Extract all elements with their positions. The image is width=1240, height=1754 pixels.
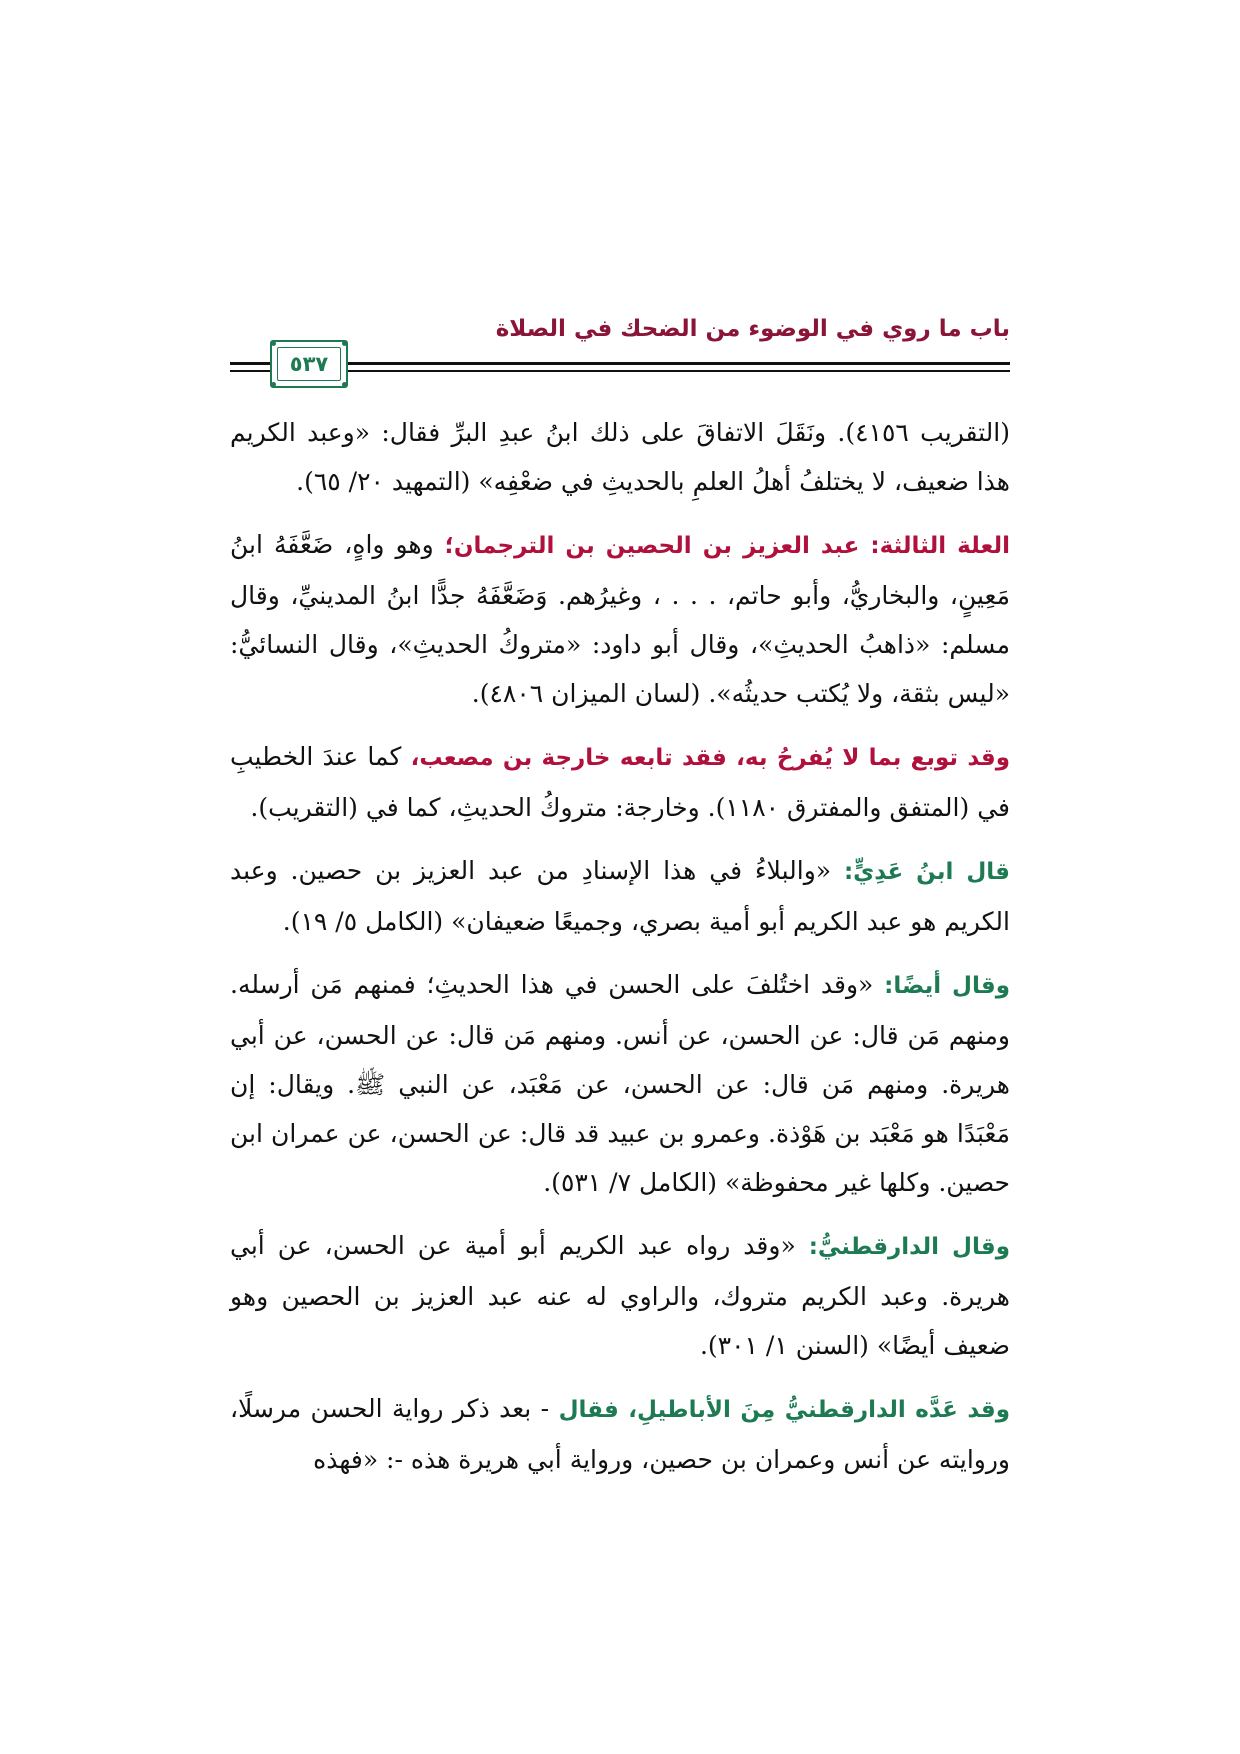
chapter-title: باب ما روي في الوضوء من الضحك في الصلاة xyxy=(495,316,1010,342)
paragraph-heading: العلة الثالثة: عبد العزيز بن الحصين بن الترجمان؛ xyxy=(444,533,1011,559)
paragraph-text: «وقد رواه عبد الكريم أبو أمية عن الحسن، عن أبي هريرة. وعبد الكريم متروك، والراوي له عنه عبد العزيز بن الحصين وهو ضعيف أيضًا» (السنن ١/ ٣٠١). xyxy=(230,1231,1010,1360)
frame-ornament-icon xyxy=(271,341,276,346)
paragraph-heading: قال ابنُ عَدِيٍّ: xyxy=(843,859,1010,885)
paragraph-text: (التقريب ٤١٥٦). ونَقَلَ الاتفاقَ على ذلك ابنُ عبدِ البرِّ فقال: «وعبد الكريم هذا ضعيف، لا يختلفُ أهلُ العلمِ بالحديثِ في ضعْفِه» (التمهيد ٢٠/ ٦٥). xyxy=(230,418,1010,496)
paragraph-heading: وقال أيضًا: xyxy=(884,973,1010,999)
paragraph-heading: وقال الدارقطنيُّ: xyxy=(808,1234,1010,1260)
paragraph-1 xyxy=(230,408,1010,506)
paragraph-text: «والبلاءُ في هذا الإسنادِ من عبد العزيز بن حصين. وعبد الكريم هو عبد الكريم أبو أمية بصري، وجميعًا ضعيفان» (الكامل ٥/ ١٩). xyxy=(230,856,1010,936)
paragraph-heading: وقد عَدَّه الدارقطنيُّ مِنَ الأباطيلِ، فقال xyxy=(558,1397,1010,1423)
paragraph-text: - بعد ذكر رواية الحسن مرسلًا، وروايته عن أنس وعمران بن حصين، ورواية أبي هريرة هذه -: «فهذه xyxy=(230,1394,1010,1474)
paragraph-6 xyxy=(230,1221,1010,1370)
page-body xyxy=(230,408,1010,1498)
paragraph-5 xyxy=(230,960,1010,1207)
paragraph-heading: وقد توبع بما لا يُفرحُ به، فقد تابعه خارجة بن مصعب، xyxy=(410,745,1010,771)
frame-ornament-icon xyxy=(342,382,347,387)
paragraph-2 xyxy=(230,520,1010,718)
page-header xyxy=(230,310,1010,388)
paragraph-7 xyxy=(230,1384,1010,1484)
paragraph-text: وهو واهٍ، ضَعَّفَهُ ابنُ مَعِينٍ، والبخاريُّ، وأبو حاتم، . . . ، وغيرُهم. وَضَعَّفَهُ جدًّا ابنُ المدينيِّ، وقال مسلم: «ذاهبُ الحديثِ»، وقال أبو داود: «متروكُ الحديثِ»، وقال النسائيُّ: «ليس بثقة، ولا يُكتب حديثُه». (لسان الميزان ٤٨٠٦). xyxy=(230,530,1010,708)
frame-ornament-icon xyxy=(271,382,276,387)
paragraph-4 xyxy=(230,846,1010,946)
page-number-frame xyxy=(270,340,348,388)
paragraph-text: «وقد اختُلفَ على الحسن في هذا الحديثِ؛ فمنهم مَن أرسله. ومنهم مَن قال: عن الحسن، عن أنس. ومنهم مَن قال: عن الحسن، عن أبي هريرة. ومنهم مَن قال: عن الحسن، عن مَعْبَد، عن النبي ﷺ. ويقال: إن مَعْبَدًا هو مَعْبَد بن هَوْذة. وعمرو بن عبيد قد قال: عن الحسن، عن عمران ابن حصين. وكلها غير محفوظة» (الكامل ٧/ ٥٣١). xyxy=(230,970,1010,1197)
page-number: ٥٣٧ xyxy=(277,347,341,381)
paragraph-text: كما عندَ الخطيبِ في (المتفق والمفترق ١١٨٠). وخارجة: متروكُ الحديثِ، كما في (التقريب). xyxy=(230,742,1010,822)
frame-ornament-icon xyxy=(342,341,347,346)
paragraph-3 xyxy=(230,732,1010,832)
